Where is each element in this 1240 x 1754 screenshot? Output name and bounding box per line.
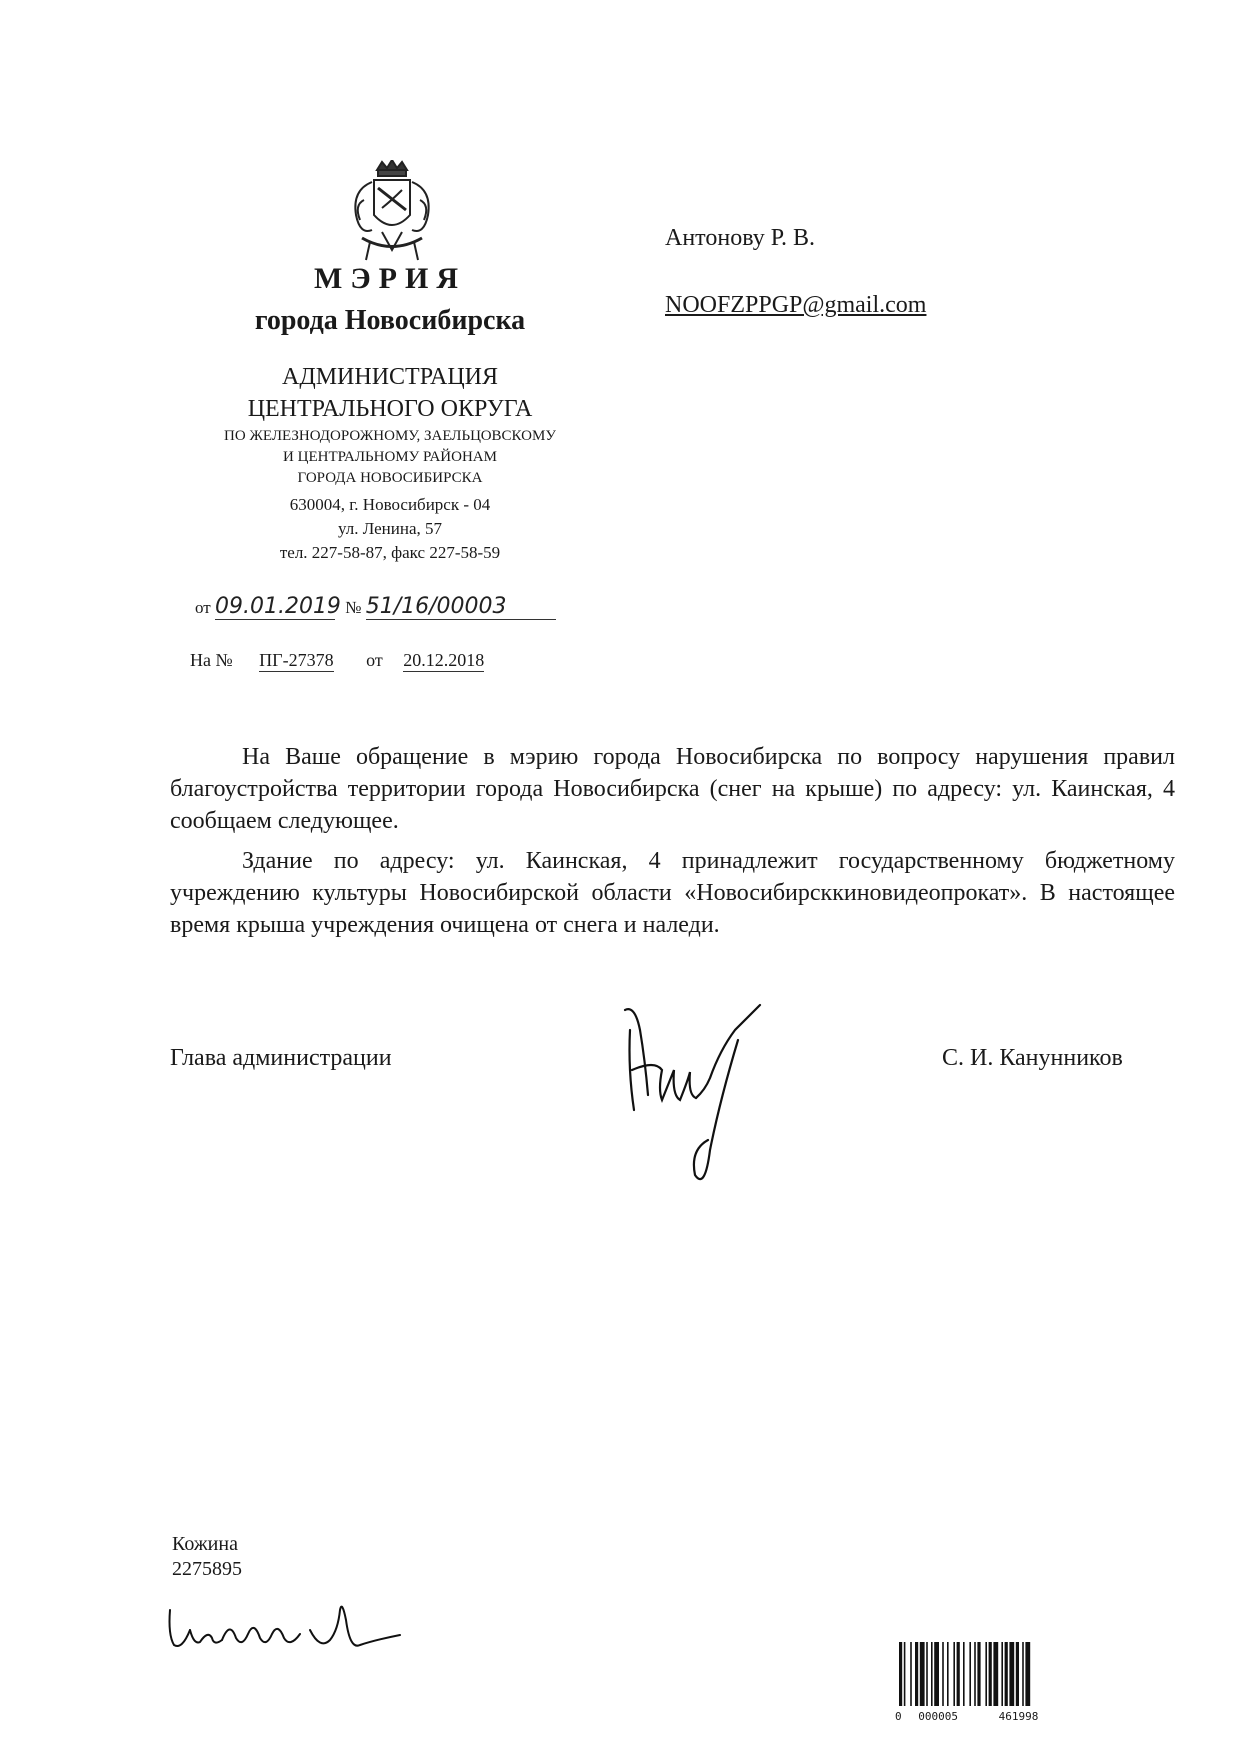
barcode-bar [1009, 1642, 1014, 1706]
barcode-bar [942, 1642, 944, 1706]
barcode-bar [989, 1642, 992, 1706]
address-phone-fax: тел. 227-58-87, факс 227-58-59 [279, 543, 501, 562]
signatory-name: С. И. Канунников [942, 1045, 1123, 1071]
barcode-bar [915, 1642, 918, 1706]
barcode-number [895, 1710, 1105, 1723]
barcode-bar [910, 1642, 912, 1706]
barcode-number-mid: 000005 [918, 1710, 958, 1723]
barcode-number-left: 0 [895, 1710, 902, 1723]
reply-to-row [190, 650, 610, 672]
barcode-bar [1001, 1642, 1003, 1706]
barcode-bar [920, 1642, 925, 1706]
recipient-email: NOOFZPPGP@gmail.com [665, 292, 927, 318]
admin-districts-line3: ГОРОДА НОВОСИБИРСКА [297, 470, 483, 486]
barcode-bar [953, 1642, 955, 1706]
coat-of-arms-icon [342, 160, 442, 275]
barcode-bar [969, 1642, 971, 1706]
barcode-bar [931, 1642, 933, 1706]
admin-districts-line2: И ЦЕНТРАЛЬНОМУ РАЙОНАМ [283, 449, 497, 465]
address-street: ул. Ленина, 57 [337, 519, 443, 538]
barcode-bar [926, 1642, 928, 1706]
executor-name: Кожина [172, 1533, 238, 1555]
barcode-bar [993, 1642, 998, 1706]
barcode-bar [977, 1642, 980, 1706]
barcode-bar [957, 1642, 960, 1706]
barcode-icon [895, 1640, 1105, 1710]
registration-from-label: от [195, 598, 211, 617]
barcode-bar [1016, 1642, 1019, 1706]
reply-from-label: от [366, 650, 383, 670]
barcode-bar [974, 1642, 976, 1706]
recipient-name: Антонову Р. В. [665, 225, 816, 251]
org-city: города Новосибирска [254, 305, 526, 336]
body-paragraph-2: Здание по адресу: ул. Каинская, 4 принадлежит государственному бюджетному учреждению культуры Новосибирской области «Новосибирсккиновидеопрокат». В настоящее время крыша учреждения очищена от снега и наледи. [170, 848, 1175, 938]
signatory-position: Глава администрации [170, 1045, 392, 1071]
registration-row [195, 594, 615, 624]
handwritten-signature-icon [610, 1000, 800, 1200]
registration-number: 51/16/00003 [366, 594, 556, 620]
barcode-bar [985, 1642, 987, 1706]
barcode-bar [904, 1642, 906, 1706]
barcode-bar [1005, 1642, 1008, 1706]
barcode-number-right: 461998 [998, 1710, 1039, 1723]
executor-phone: 2275895 [172, 1558, 242, 1580]
barcode-bar [963, 1642, 965, 1706]
barcode-bar [1025, 1642, 1030, 1706]
registration-date: 09.01.2019 [214, 594, 341, 619]
reply-prefix: На № [190, 650, 233, 670]
admin-title-line1: АДМИНИСТРАЦИЯ [282, 364, 498, 390]
org-title: МЭРИЯ [314, 262, 466, 295]
reply-date: 20.12.2018 [403, 650, 485, 670]
admin-districts-line1: ПО ЖЕЛЕЗНОДОРОЖНОМУ, ЗАЕЛЬЦОВСКОМУ [224, 428, 556, 444]
registration-number-label: № [345, 598, 362, 617]
barcode-bar [1022, 1642, 1024, 1706]
reply-number: ПГ-27378 [259, 650, 334, 670]
barcode-bar [934, 1642, 939, 1706]
address-postal: 630004, г. Новосибирск - 04 [289, 495, 491, 514]
barcode-bar [899, 1642, 902, 1706]
barcode-bar [947, 1642, 949, 1706]
executor-signature-icon [160, 1590, 410, 1660]
body-paragraph-1: На Ваше обращение в мэрию города Новосибирска по вопросу нарушения правил благоустройства территории города Новосибирска (снег на крыше) по адресу: ул. Каинская, 4 сообщаем следующее. [170, 744, 1175, 834]
admin-title-line2: ЦЕНТРАЛЬНОГО ОКРУГА [247, 396, 533, 422]
